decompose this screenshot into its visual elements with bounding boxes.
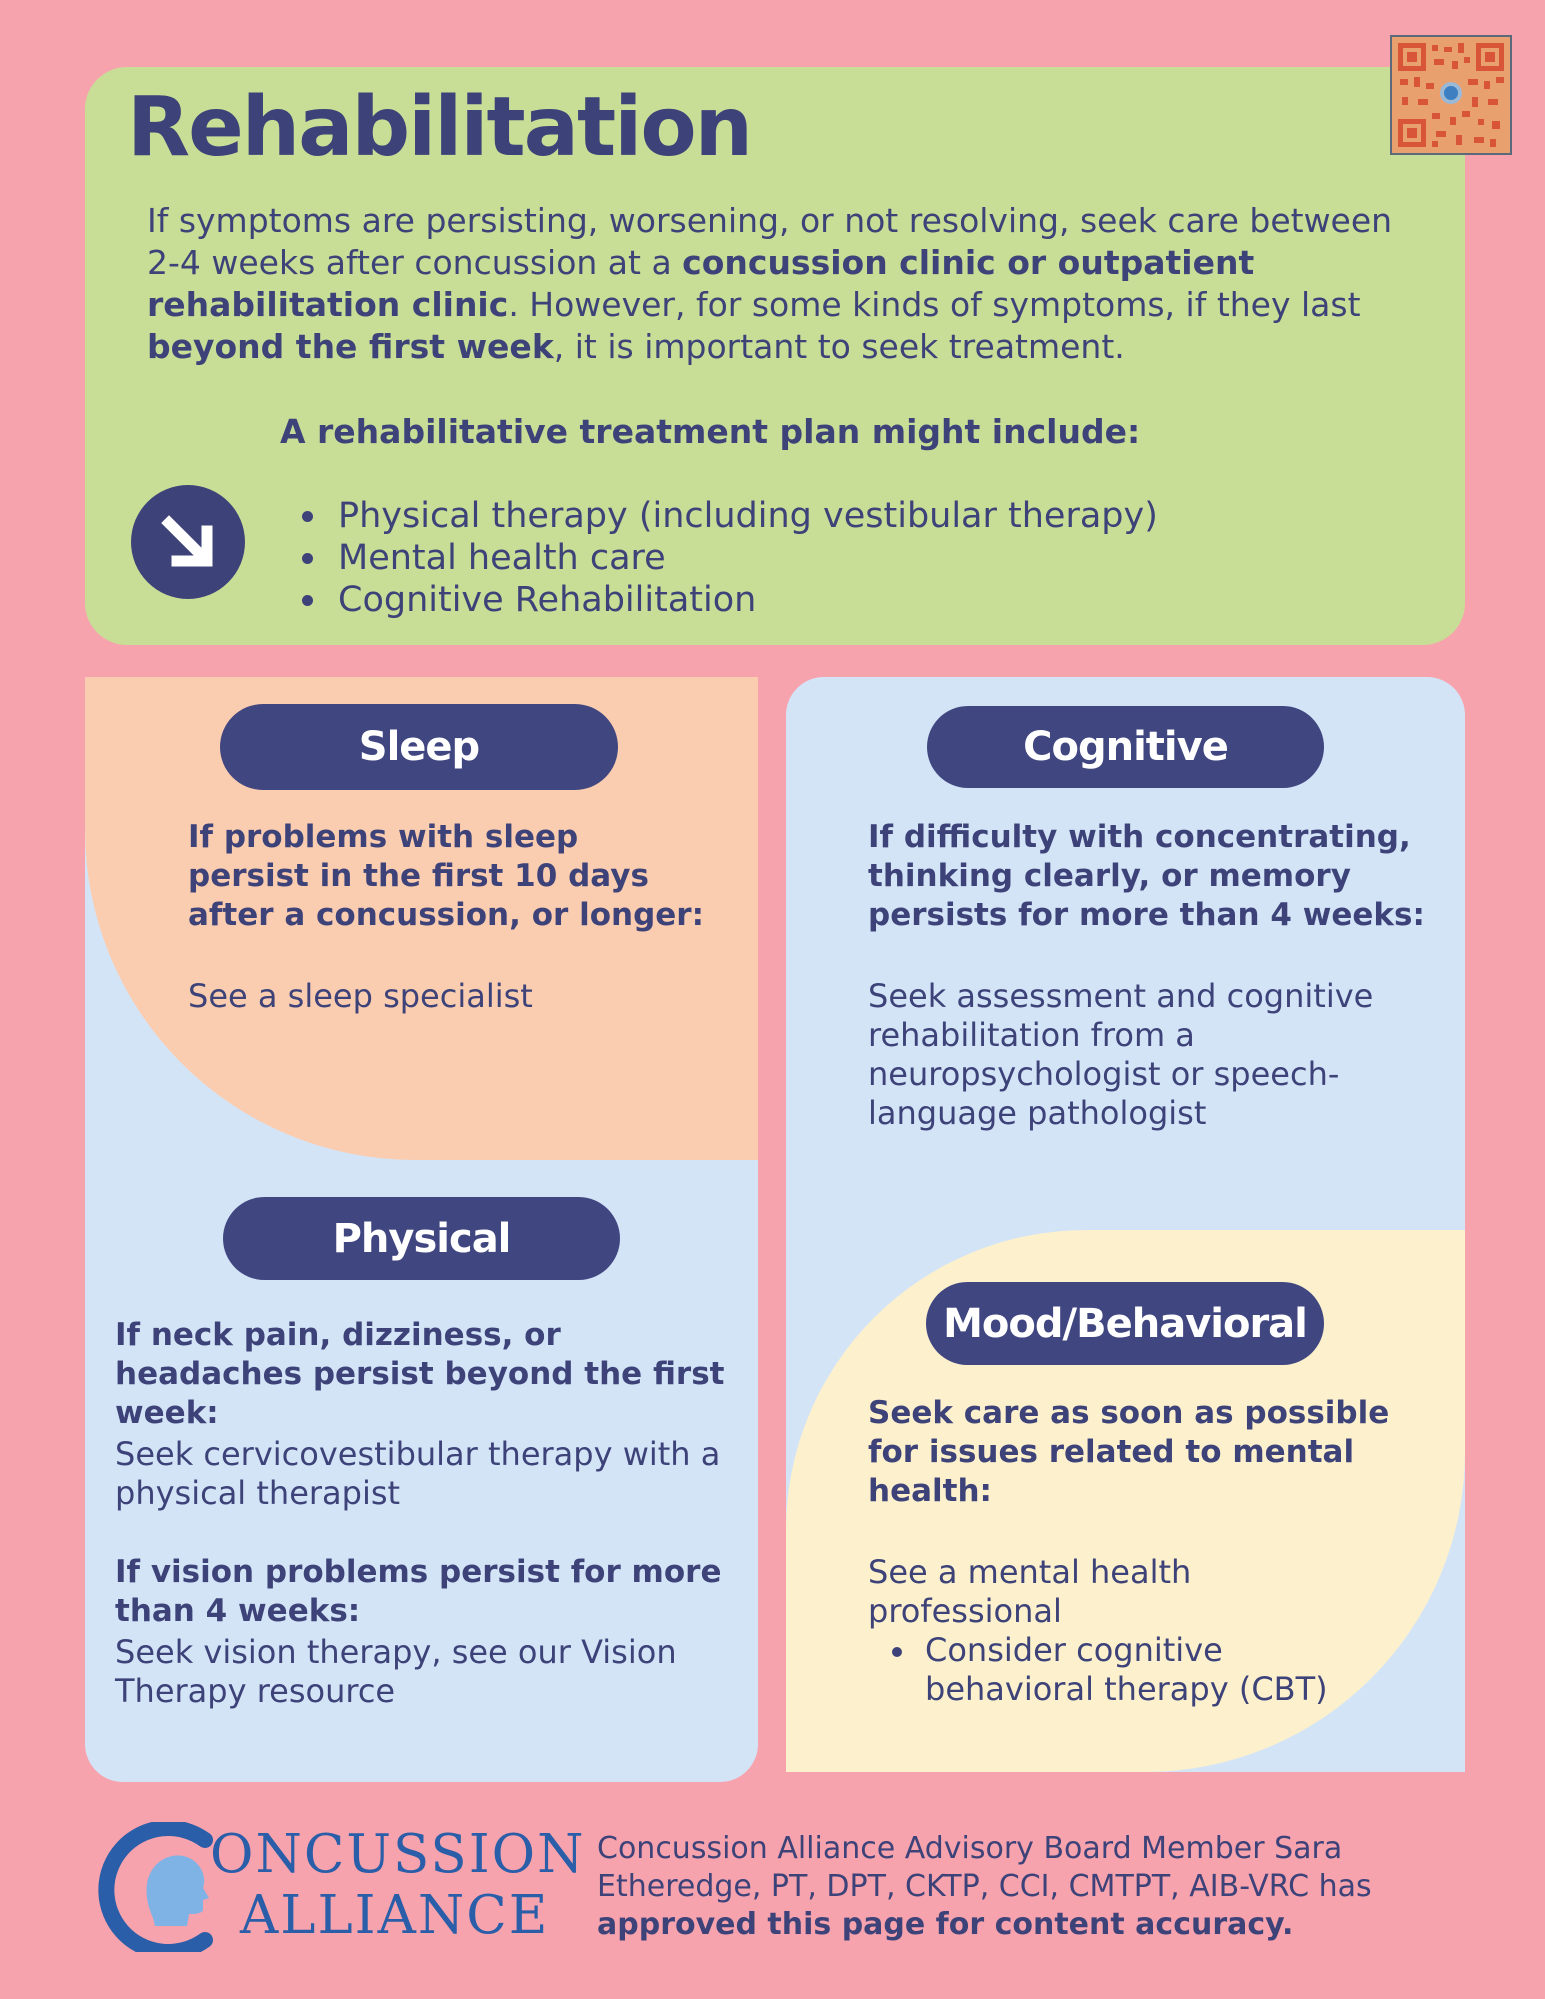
sleep-condition-text: If problems with sleep persist in the first 10 days after a concussion, or longer: [188, 819, 704, 933]
physical-label-badge: Physical [223, 1197, 620, 1280]
intro-text-part: , it is important to seek treatment. [553, 327, 1125, 366]
sleep-advice-text: See a sleep specialist [188, 977, 533, 1015]
mood-advice-list [880, 1631, 1400, 1709]
physical-condition-neck: If neck pain, dizziness, or headaches persist beyond the first week: [115, 1317, 725, 1431]
physical-condition-vision: If vision problems persist for more than 4 weeks: [115, 1554, 722, 1629]
list-item: Cognitive Rehabilitation [290, 579, 1158, 621]
arrow-down-right-icon [131, 485, 245, 599]
mood-advice-text: See a mental health professional [868, 1553, 1192, 1630]
qr-code-graphic [1392, 37, 1510, 153]
logo-text-alliance: ALLIANCE [240, 1885, 550, 1946]
intro-text-part: If symptoms are persisting, worsening, or not resolving, seek care between 2-4 weeks after concussion at a [147, 201, 1393, 282]
cognitive-label-badge: Cognitive [927, 706, 1324, 788]
treatment-plan-heading: A rehabilitative treatment plan might include: [280, 412, 1141, 451]
list-item: Mental health care [290, 537, 1158, 579]
intro-clinic-emphasis: concussion clinic or outpatient rehabilitation clinic [147, 243, 1255, 324]
intro-text-part: . However, for some kinds of symptoms, if they last [508, 285, 1361, 324]
sleep-label-badge: Sleep [220, 704, 618, 790]
mood-condition-text: Seek care as soon as possible for issues related to mental health: [868, 1395, 1390, 1509]
logo-text-concussion: ONCUSSION [210, 1824, 586, 1885]
list-item: Consider cognitive behavioral therapy (CBT) [880, 1631, 1400, 1709]
cognitive-advice-text: Seek assessment and cognitive rehabilitation from a neuropsychologist or speech-language pathologist [868, 977, 1374, 1132]
intro-paragraph [147, 200, 1427, 368]
intro-week-emphasis: beyond the first week [147, 327, 554, 366]
accuracy-approval-note [597, 1830, 1497, 1944]
page-title: Rehabilitation [127, 80, 752, 175]
mood-label-badge: Mood/Behavioral [926, 1282, 1324, 1365]
physical-advice-vision: Seek vision therapy, see our Vision Therapy resource [115, 1633, 677, 1710]
qr-code-icon[interactable] [1390, 35, 1512, 155]
list-item: Physical therapy (including vestibular therapy) [290, 495, 1158, 537]
approval-text: Concussion Alliance Advisory Board Member Sara Etheredge, PT, DPT, CKTP, CCI, CMTPT, AIB-VRC has [597, 1831, 1372, 1904]
cognitive-condition-text: If difficulty with concentrating, thinking clearly, or memory persists for more than 4 weeks: [868, 819, 1425, 933]
treatment-plan-list [290, 495, 1158, 621]
physical-advice-neck: Seek cervicovestibular therapy with a physical therapist [115, 1435, 721, 1512]
approval-emphasis: approved this page for content accuracy. [597, 1907, 1294, 1942]
